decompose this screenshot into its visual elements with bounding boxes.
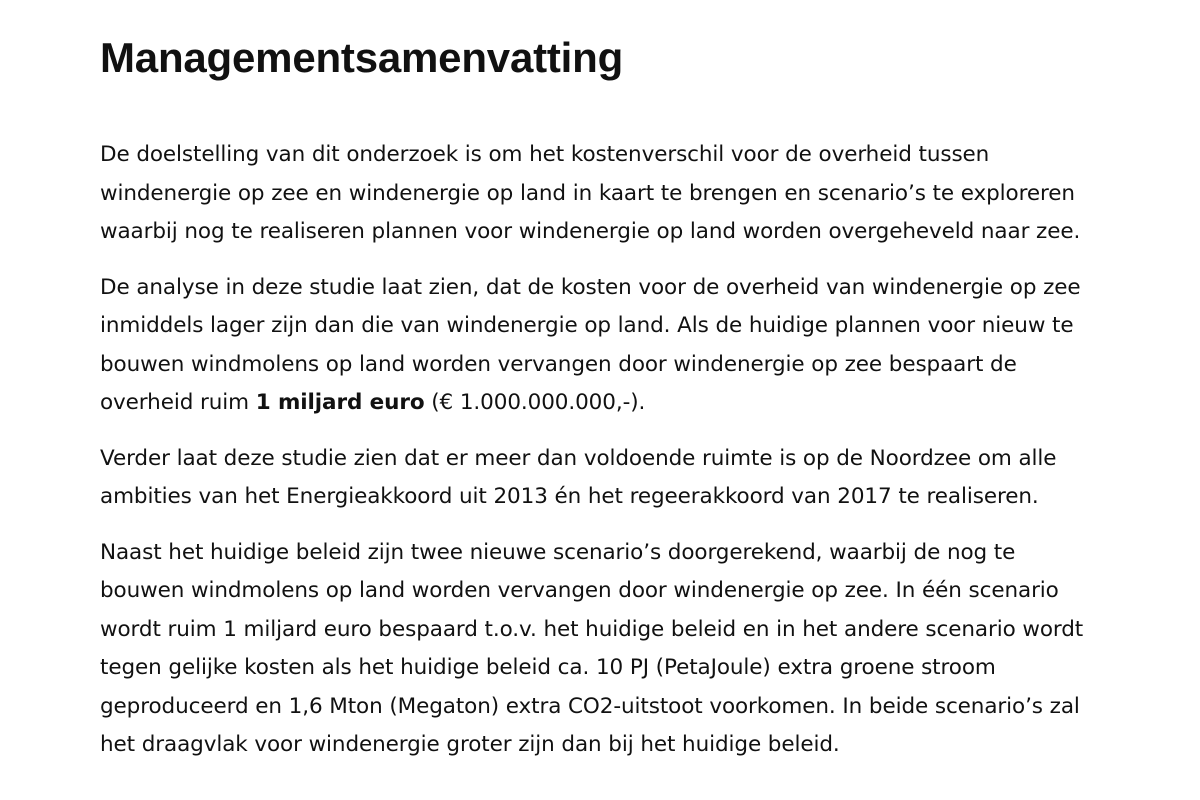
highlight-amount: 1 miljard euro [255,390,425,415]
text-line: bouwen windmolens op land worden vervangen door windenergie op zee bespaart de [100,351,1017,377]
text-line: inmiddels lager zijn dan die van windenergie op land. Als de huidige plannen voor nieuw te [100,313,1074,338]
text-line: het draagvlak voor windenergie groter zijn dan bij het huidige beleid. [100,732,840,757]
paragraph-scenarios [100,534,1160,765]
text-line: De analyse in deze studie laat zien, dat de kosten voor de overheid van windenergie op zee [100,274,1081,300]
text-segment: (€ 1.000.000.000,-). [424,390,646,415]
text-line: tegen gelijke kosten als het huidige beleid ca. 10 PJ (PetaJoule) extra groene stroom [100,655,996,680]
text-line: Naast het huidige beleid zijn twee nieuwe scenario’s doorgerekend, waarbij de nog te [100,539,1016,565]
text-line: bouwen windmolens op land worden vervangen door windenergie op zee. In één scenario [100,578,1059,603]
text-line: De doelstelling van dit onderzoek is om het kostenverschil voor de overheid tussen [100,142,990,167]
text-line: ambities van het Energieakkoord uit 2013 én het regeerakkoord van 2017 te realiseren. [100,484,1039,509]
text-line: geproduceerd en 1,6 Mton (Megaton) extra CO2-uitstoot voorkomen. In beide scenario’s zal [100,693,1080,719]
text-line [100,384,1160,423]
text-line: Verder laat deze studie zien dat er meer dan voldoende ruimte is op de Noordzee om alle [100,445,1057,471]
text-line: wordt ruim 1 miljard euro bespaard t.o.v. het huidige beleid en in het andere scenario wordt [100,616,1084,642]
paragraph-north-sea [100,440,1160,517]
page-title: Managementsamenvatting [100,34,624,81]
paragraph-analysis [100,269,1160,423]
document-page [100,0,1160,765]
text-line: windenergie op zee en windenergie op land in kaart te brengen en scenario’s te exploreren [100,180,1075,206]
text-line: waarbij nog te realiseren plannen voor windenergie op land worden overgeheveld naar zee. [100,219,1081,244]
text-segment: overheid ruim [100,390,256,415]
paragraph-objective [100,136,1160,252]
